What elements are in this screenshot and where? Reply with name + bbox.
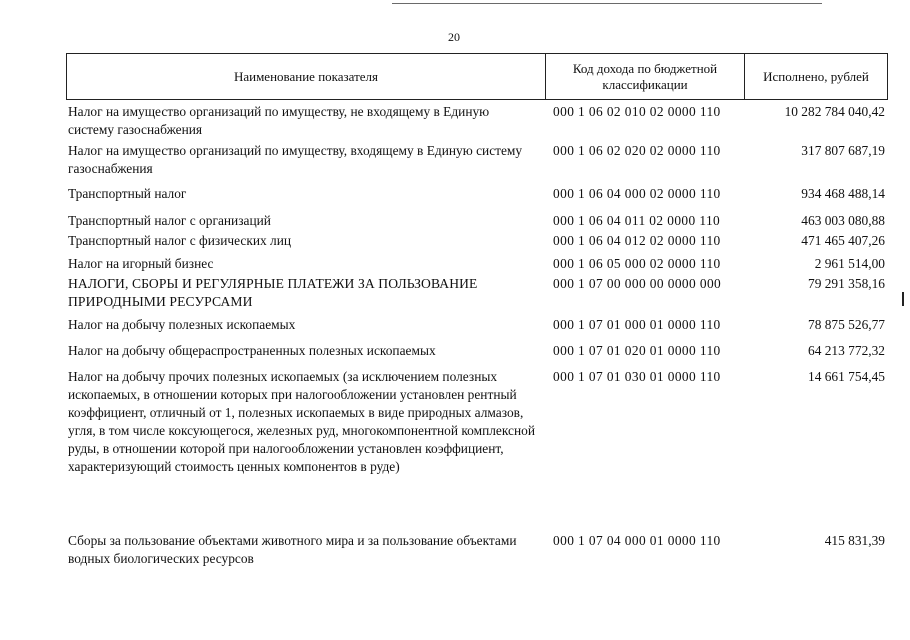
row-amount: 415 831,39 [824,533,885,548]
row-name: Налог на добычу полезных ископаемых [68,317,296,332]
row-amount: 934 468 488,14 [801,186,885,201]
row-name: Налог на имущество организаций по имуществу, входящему в Единую систему газоснабжения [68,143,523,176]
row-name: Сборы за пользование объектами животного мира и за пользование объектами водных биологических ресурсов [68,533,517,566]
row-amount: 317 807 687,19 [801,143,885,158]
row-amount: 2 961 514,00 [814,256,885,271]
page-number: 20 [448,30,460,44]
header-executed: Исполнено, рублей [763,68,869,84]
row-code: 000 1 06 04 011 02 0000 110 [553,213,721,228]
margin-mark [902,292,904,306]
row-code: 000 1 07 01 030 01 0000 110 [553,369,721,384]
row-code: 000 1 06 02 010 02 0000 110 [553,104,721,119]
row-name: Налог на добычу общераспространенных полезных ископаемых [68,343,436,358]
row-name: Налог на имущество организаций по имуществу, не входящему в Единую систему газоснабжения [68,104,490,137]
row-code: 000 1 06 04 000 02 0000 110 [553,186,721,201]
top-rule [392,3,822,4]
row-amount: 463 003 080,88 [801,213,885,228]
row-name: Налог на добычу прочих полезных ископаемых (за исключением полезных ископаемых, в отношении которых при налогообложении установлен рентный коэффициент, отличный от 1, полезных ископаемых в виде природных алмазов, угля, в том числе коксующегося, железных руд, многокомпонентной комплексной руды, в отношении которой при налогообложении установлен коэффициент, характеризующий стоимость ценных компонентов в руде) [68,369,536,474]
row-name: Налог на игорный бизнес [68,256,214,271]
row-code: 000 1 06 04 012 02 0000 110 [553,233,721,248]
row-name: Транспортный налог с физических лиц [68,233,292,248]
row-amount: 79 291 358,16 [808,276,885,291]
row-amount: 78 875 526,77 [808,317,885,332]
row-amount: 471 465 407,26 [801,233,885,248]
row-name: НАЛОГИ, СБОРЫ И РЕГУЛЯРНЫЕ ПЛАТЕЖИ ЗА ПОЛЬЗОВАНИЕ ПРИРОДНЫМИ РЕСУРСАМИ [68,276,478,309]
row-amount: 10 282 784 040,42 [784,104,885,119]
row-amount: 64 213 772,32 [808,343,885,358]
row-code: 000 1 06 02 020 02 0000 110 [553,143,721,158]
row-code: 000 1 06 05 000 02 0000 110 [553,256,721,271]
row-amount: 14 661 754,45 [808,369,885,384]
row-code: 000 1 07 01 000 01 0000 110 [553,317,721,332]
row-code: 000 1 07 04 000 01 0000 110 [553,533,721,548]
row-code: 000 1 07 01 020 01 0000 110 [553,343,721,358]
row-name: Транспортный налог [68,186,187,201]
row-code: 000 1 07 00 000 00 0000 000 [553,276,722,291]
header-code: Код дохода по бюджетной классификации [572,60,718,92]
header-name: Наименование показателя [233,68,379,84]
row-name: Транспортный налог с организаций [68,213,271,228]
table-header [66,53,888,100]
